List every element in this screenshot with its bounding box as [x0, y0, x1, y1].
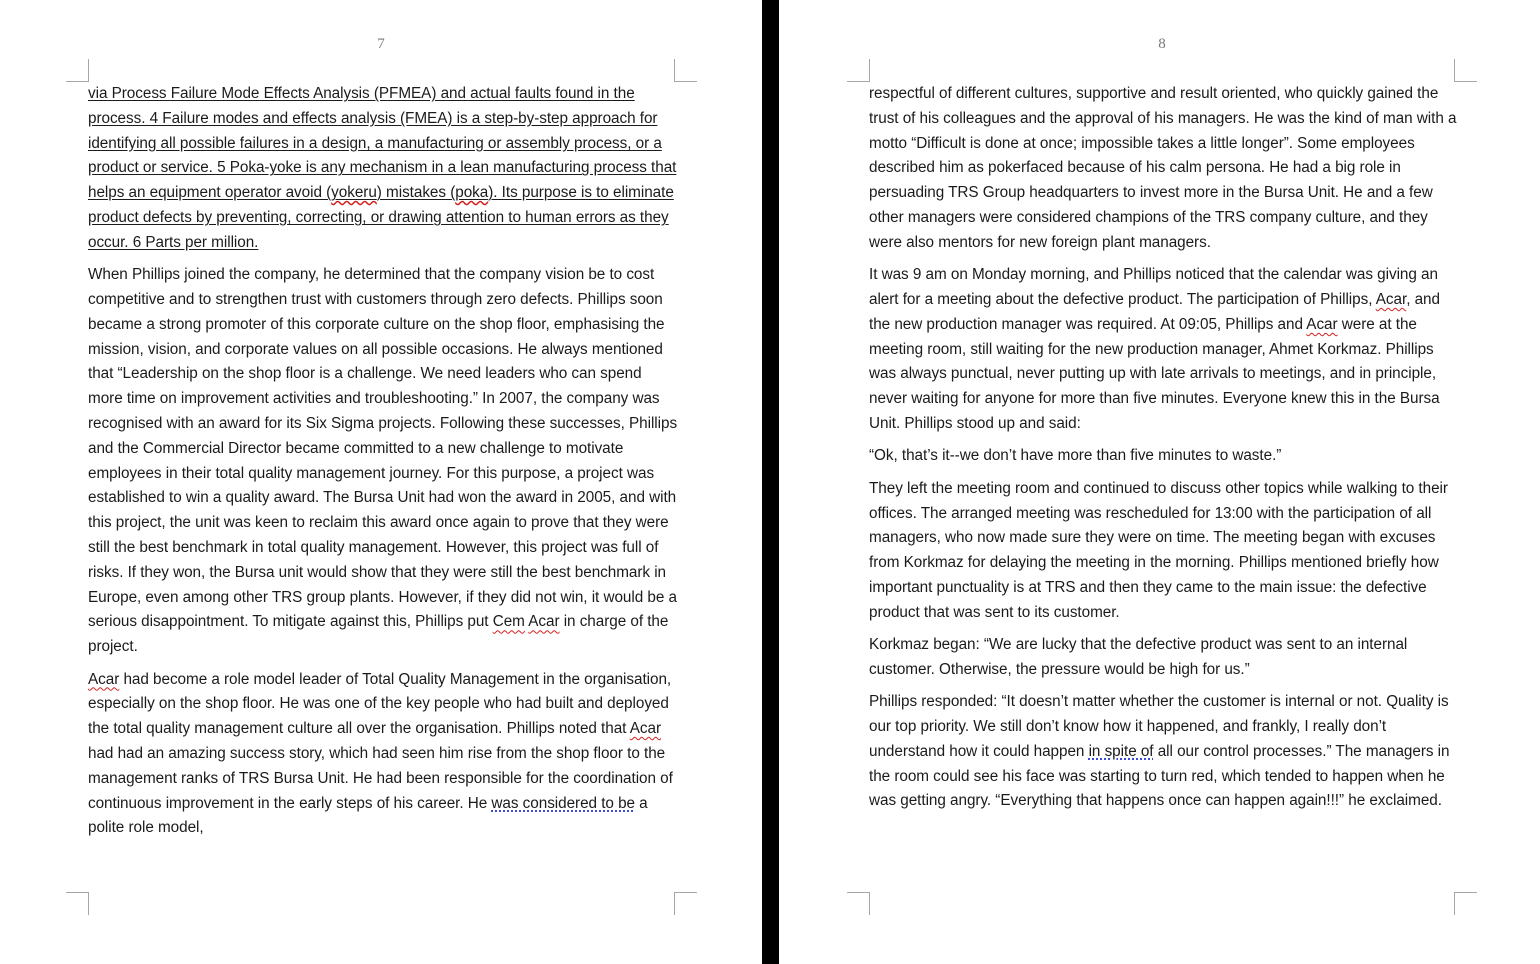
- crop-mark-top-right: [1454, 59, 1477, 82]
- body-paragraph[interactable]: [869, 263, 1459, 437]
- body-paragraph[interactable]: [869, 82, 1459, 256]
- crop-mark-top-left: [66, 59, 89, 82]
- text-run: Korkmaz began: “We are lucky that the defective product was sent to an internal customer. Otherwise, the pressure would be high for us.”: [869, 636, 1408, 678]
- text-run: all our control processes.” The managers in the room could see his face was starting to turn red, which tended to happen when he was getting angry. “Everything that happens once can happen again!!!” he exclaimed.: [869, 742, 1450, 810]
- body-paragraph[interactable]: [869, 477, 1459, 626]
- text-run: were at the meeting room, still waiting for the new production manager, Ahmet Korkmaz. Phillips was always punctual, never putting up with late arrivals to meetings, and in principle, never waiting for anyone for more than five minutes. Everyone knew this in the Bursa Unit. Phillips stood up and said:: [869, 315, 1440, 432]
- text-run: ) mistakes (: [376, 184, 456, 202]
- text-run: respectful of different cultures, supportive and result oriented, who quickly gained the trust of his colleagues and the approval of his managers. He was the kind of man with a motto “Difficult is done at once; impossible takes a little longer”. Some employees described him as pokerfaced because of his calm persona. He had a big role in persuading TRS Group headquarters to invest more in the Bursa Unit. He and a few other managers were considered champions of the TRS company culture, and they were also mentors for new foreign plant managers.: [869, 85, 1457, 251]
- body-paragraph[interactable]: [88, 263, 678, 660]
- page-body[interactable]: [869, 82, 1459, 822]
- crop-mark-bottom-left: [847, 892, 870, 915]
- page-gap-divider: [762, 0, 779, 964]
- text-run: a polite role model,: [88, 794, 648, 837]
- text-run: via Process Failure Mode Effects Analysis (PFMEA) and actual faults found in the process. 4 Failure modes and effects analysis (FMEA) is a step-by-step approach for identifying all possible failures in a design, a manufacturing or assembly process, or a product or service. 5 Poka-yoke is any mechanism in a lean manufacturing process that helps an equipment operator avoid (: [88, 85, 677, 202]
- text-run: They left the meeting room and continued to discuss other topics while walking to their offices. The arranged meeting was rescheduled for 13:00 with the participation of all managers, who now made sure they were on time. The meeting began with excuses from Korkmaz for delaying the meeting in the morning. Phillips mentioned briefly how important punctuality is at TRS and then they came to the main issue: the defective product that was sent to its customer.: [869, 479, 1448, 621]
- spelling-flag[interactable]: yokeru: [331, 184, 377, 202]
- spelling-flag[interactable]: Acar: [629, 720, 661, 738]
- spelling-flag[interactable]: Acar: [1375, 290, 1407, 308]
- spelling-flag[interactable]: Cem: [492, 613, 525, 631]
- crop-mark-bottom-right: [1454, 892, 1477, 915]
- text-run: When Phillips joined the company, he determined that the company vision be to cost competitive and to strengthen trust with customers through zero defects. Phillips soon became a strong promoter of this corporate culture on the shop floor, emphasising the mission, vision, and corporate values on all possible occasions. He always mentioned that “Leadership on the shop floor is a challenge. We need leaders who can spend more time on improvement activities and troubleshooting.” In 2007, the company was recognised with an award for its Six Sigma projects. Following these successes, Phillips and the Commercial Director became committed to a new challenge to motivate employees in their total quality management journey. For this purpose, a project was established to win a quality award. The Bursa Unit had won the award in 2005, and with this project, the unit was keen to reclaim this award once again to prove that they were still the best benchmark in total quality management. However, this project was full of risks. If they won, the Bursa unit would show that they were still the best benchmark in Europe, even among other TRS group plants. However, if they did not win, it would be a serious disappointment. To mitigate against this, Phillips put: [88, 266, 678, 631]
- body-paragraph[interactable]: [869, 690, 1459, 814]
- text-run: ). Its purpose is to eliminate product defects by preventing, correcting, or drawing attention to human errors as they occur. 6 Parts per million.: [88, 184, 674, 251]
- body-paragraph[interactable]: [88, 668, 678, 842]
- document-page-7: [0, 0, 762, 964]
- crop-mark-bottom-left: [66, 892, 89, 915]
- page-body[interactable]: [88, 82, 678, 849]
- text-run: had become a role model leader of Total Quality Management in the organisation, especially on the shop floor. He was one of the key people who had built and deployed the total quality management culture all over the organisation. Phillips noted that: [88, 670, 672, 738]
- text-run: had had an amazing success story, which had seen him rise from the shop floor to the management ranks of TRS Bursa Unit. He had been responsible for the coordination of continuous improvement in the early steps of his career. He: [88, 744, 673, 812]
- text-run: Phillips responded: “It doesn’t matter whether the customer is internal or not. Quality is our top priority. We still don’t know how it happened, and frankly, I really don’t understand how it could happen: [869, 693, 1449, 760]
- spelling-flag[interactable]: poka: [455, 184, 489, 202]
- crop-mark-top-right: [674, 59, 697, 82]
- body-paragraph[interactable]: [869, 444, 1459, 469]
- text-run: in charge of the project.: [88, 613, 669, 656]
- text-run: It was 9 am on Monday morning, and Phillips noticed that the calendar was giving an alert for a meeting about the defective product. The participation of Phillips,: [869, 266, 1438, 308]
- spelling-flag[interactable]: Acar: [88, 670, 120, 688]
- crop-mark-top-left: [847, 59, 870, 82]
- spelling-flag[interactable]: Acar: [1306, 315, 1338, 333]
- crop-mark-bottom-right: [674, 892, 697, 915]
- text-run: “Ok, that’s it--we don’t have more than five minutes to waste.”: [869, 447, 1282, 465]
- spelling-flag[interactable]: Acar: [528, 613, 560, 631]
- page-number: 7: [377, 36, 385, 52]
- grammar-flag[interactable]: was considered to be: [491, 794, 635, 812]
- body-paragraph[interactable]: [869, 633, 1459, 683]
- page-number: 8: [1158, 36, 1166, 52]
- footnotes-paragraph[interactable]: [88, 82, 678, 256]
- document-page-8: [779, 0, 1540, 964]
- grammar-flag[interactable]: in spite of: [1088, 742, 1154, 760]
- text-run: , and the new production manager was required. At 09:05, Phillips and: [869, 290, 1440, 333]
